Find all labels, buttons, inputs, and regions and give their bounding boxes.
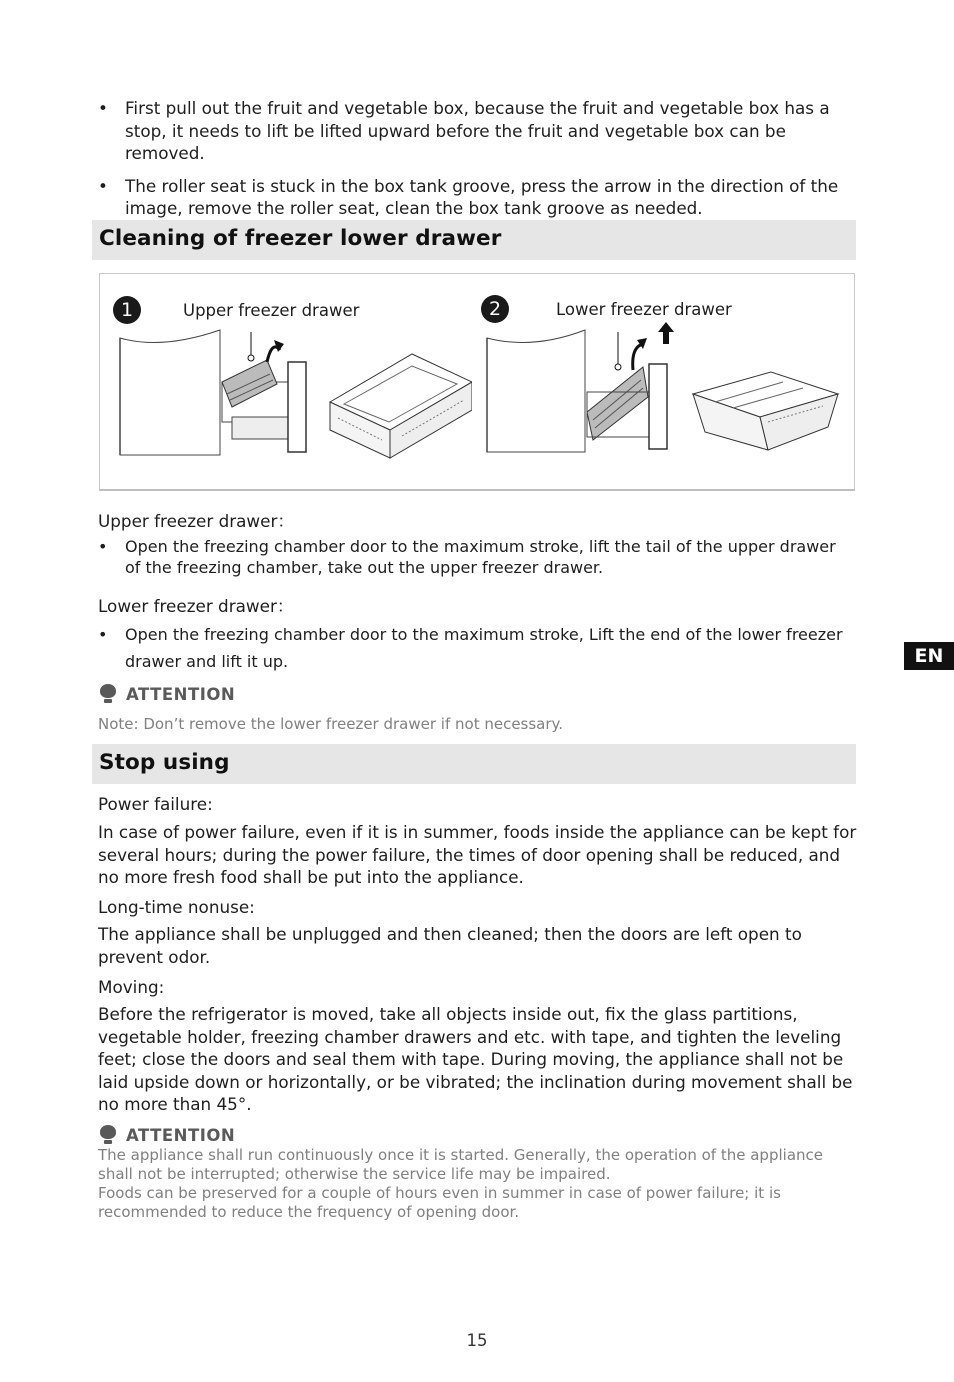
attention-callout-2	[99, 1125, 235, 1145]
attention-label: ATTENTION	[126, 684, 236, 704]
upper-drawer-heading: Upper freezer drawer：	[98, 511, 295, 531]
lightbulb-icon	[99, 684, 117, 704]
step-2-label: Lower freezer drawer	[556, 300, 732, 319]
section-header-cleaning	[92, 220, 856, 260]
intro-bullet-list	[98, 97, 856, 230]
nonuse-heading: Long-time nonuse:	[98, 897, 255, 917]
section-title-stop-using: Stop using	[99, 750, 230, 775]
step-1-label: Upper freezer drawer	[183, 301, 360, 320]
step-1-number-icon: 1	[113, 296, 141, 324]
power-failure-heading: Power failure:	[98, 794, 213, 814]
lower-drawer-heading: Lower freezer drawer：	[98, 596, 294, 616]
section-title-cleaning: Cleaning of freezer lower drawer	[99, 226, 502, 251]
upper-drawer-bullet-list	[98, 536, 856, 578]
attention-note-2b: Foods can be preserved for a couple of hours even in summer in case of power failure; it is recommended to reduce the frequency of opening door.	[98, 1184, 781, 1221]
intro-bullet-fruit-box: • First pull out the fruit and vegetable box, because the fruit and vegetable box has a stop, it needs to lift be lifted upward before the fruit and vegetable box can be removed.	[98, 97, 856, 165]
intro-bullet-roller-seat: • The roller seat is stuck in the box tank groove, press the arrow in the direction of the image, remove the roller seat, clean the box tank groove as needed.	[98, 175, 856, 220]
nonuse-text: The appliance shall be unplugged and then cleaned; then the doors are left open to prevent odor.	[98, 924, 802, 967]
power-failure-text: In case of power failure, even if it is in summer, foods inside the appliance can be kept for several hours; during the power failure, the times of door opening shall be reduced, and no more fresh food shall be put into the appliance.	[98, 822, 857, 888]
moving-heading: Moving:	[98, 977, 165, 997]
upper-drawer-illustration	[112, 322, 472, 467]
lightbulb-icon	[99, 1125, 117, 1145]
attention-note-2a: The appliance shall run continuously once it is started. Generally, the operation of the appliance shall not be interrupted; otherwise the service life may be impaired.	[98, 1146, 823, 1183]
moving-text: Before the refrigerator is moved, take all objects inside out, fix the glass partitions, vegetable holder, freezing chamber drawers and etc. with tape, and tighten the leveling feet; close the doors and seal them with tape. During moving, the appliance shall not be laid upside down or horizontally, or be vibrated; the inclination during movement shall be no more than 45°.	[98, 1004, 853, 1115]
drawer-removal-figure	[99, 273, 855, 491]
language-tab: EN	[904, 642, 954, 670]
lower-drawer-illustration	[483, 322, 843, 467]
upper-drawer-instruction: • Open the freezing chamber door to the maximum stroke, lift the tail of the upper drawer of the freezing chamber, take out the upper freezer drawer.	[98, 536, 856, 578]
step-2-number-icon: 2	[481, 295, 509, 323]
section-header-stop-using	[92, 744, 856, 784]
lower-drawer-bullet-list	[98, 621, 856, 675]
lower-drawer-instruction: • Open the freezing chamber door to the maximum stroke, Lift the end of the lower freezer drawer and lift it up.	[98, 621, 856, 675]
attention-label: ATTENTION	[126, 1125, 236, 1145]
page-number: 15	[466, 1331, 488, 1350]
attention-note-1: Note: Don’t remove the lower freezer drawer if not necessary.	[98, 715, 564, 733]
attention-callout-1	[99, 684, 235, 704]
